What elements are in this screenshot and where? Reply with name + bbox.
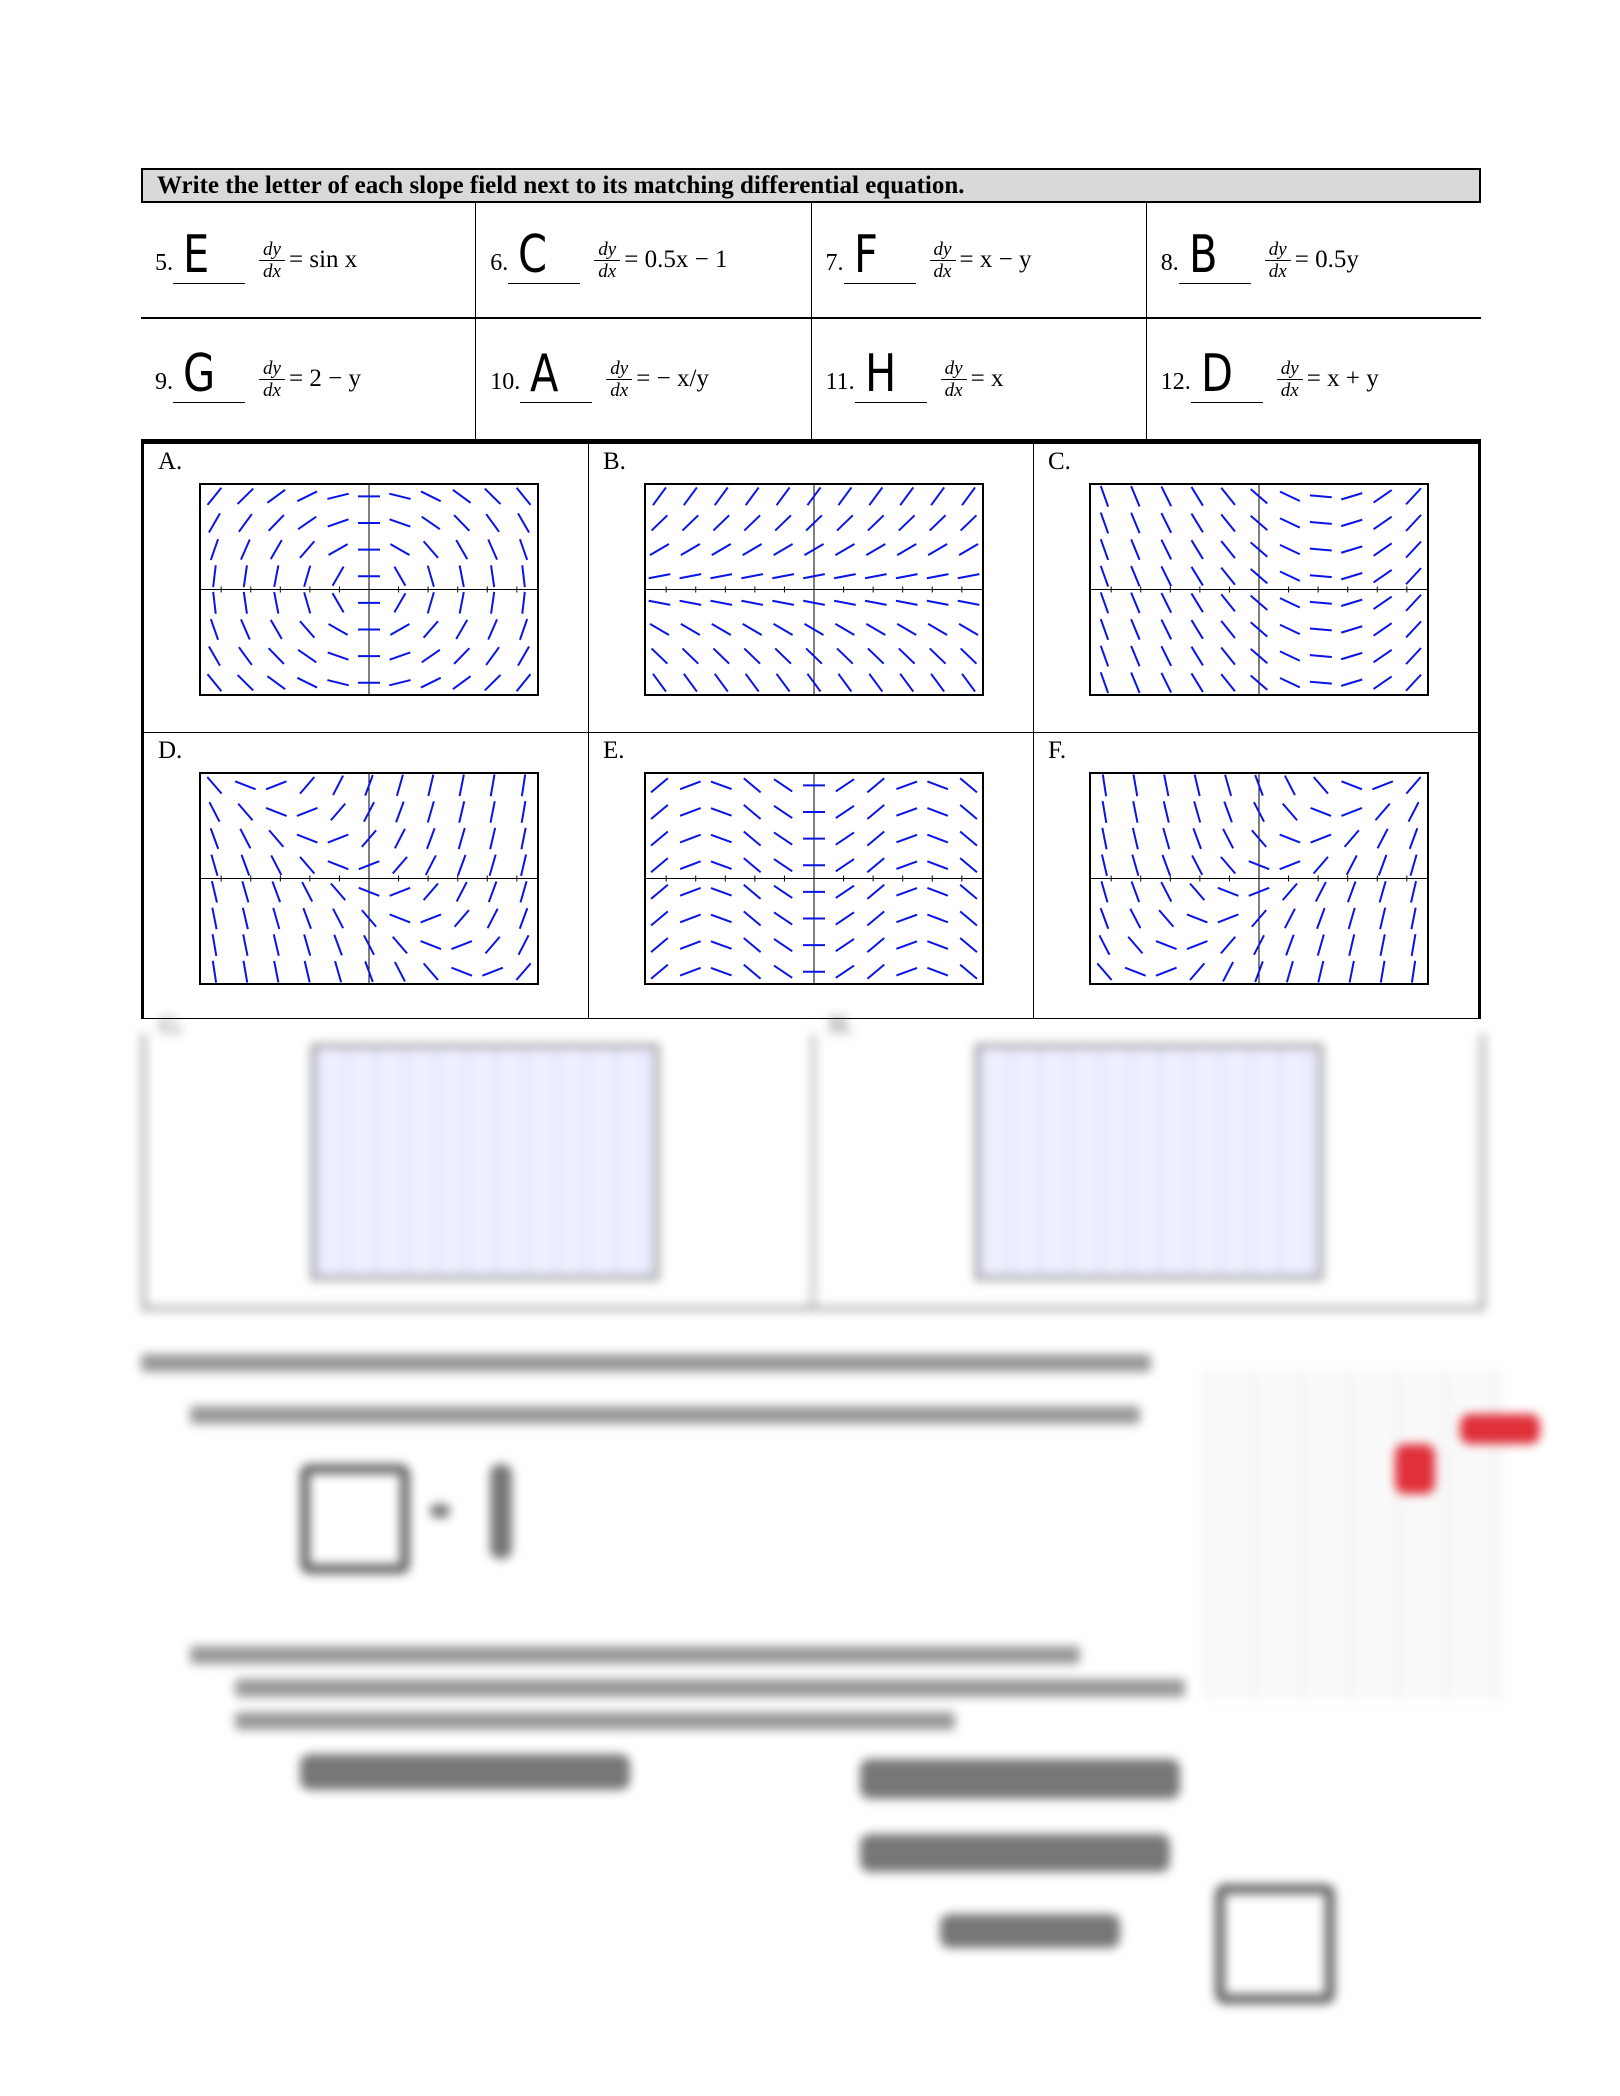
field-label: F. [1048, 737, 1067, 764]
dy: dy [263, 357, 281, 379]
slope-field-plot [1089, 772, 1429, 985]
slope-field-d [144, 733, 589, 1018]
worksheet [141, 168, 1481, 1019]
dx: dx [933, 260, 952, 282]
field-label: G. [160, 1012, 185, 1039]
answer-blank[interactable] [1179, 224, 1251, 285]
slope-field-plot [1089, 483, 1429, 696]
derivative-dy-dx [1277, 358, 1303, 401]
dx: dx [263, 379, 281, 401]
slope-field-f [1034, 733, 1478, 1018]
problem-7 [812, 203, 1147, 317]
handwritten-work [430, 1504, 450, 1518]
problem-12 [1147, 319, 1481, 439]
field-label: D. [158, 737, 183, 764]
slope-field-row-1 [144, 444, 1478, 733]
slope-field-row-2 [144, 733, 1478, 1019]
field-label: C. [1048, 448, 1071, 475]
handwritten-work [940, 1914, 1120, 1948]
dx: dx [610, 379, 629, 401]
problem-number: 7. [825, 249, 844, 276]
slope-field-c [1034, 444, 1478, 732]
slope-field-h [815, 1012, 1480, 1306]
red-point-mark [1395, 1444, 1435, 1494]
derivative-dy-dx [594, 239, 620, 282]
problem-number: 10. [490, 368, 521, 395]
problem-number: 8. [1160, 249, 1179, 276]
slope-field-b [589, 444, 1034, 732]
instructions-header: Write the letter of each slope field next to its matching differential equation. [141, 168, 1481, 203]
problem-11 [812, 319, 1147, 439]
problem-10 [476, 319, 811, 439]
field-label: E. [603, 737, 625, 764]
handwritten-work [300, 1754, 630, 1790]
problem-13a-text [190, 1406, 1140, 1424]
problem-number: 11. [825, 368, 855, 395]
handwritten-answer: D [1200, 343, 1233, 404]
problem-13-text [141, 1354, 1151, 1372]
derivative-dy-dx [259, 239, 285, 282]
slope-field-grid [141, 441, 1481, 1019]
field-label: B. [603, 448, 626, 475]
slope-field-plot [199, 483, 539, 696]
answer-blank[interactable] [855, 343, 927, 404]
slope-field-row-3 [141, 1012, 1485, 1311]
problem-8 [1147, 203, 1481, 317]
slope-field-plot [644, 483, 984, 696]
answer-blank[interactable] [173, 224, 245, 285]
slope-field-plot [644, 772, 984, 985]
handwritten-work [860, 1759, 1180, 1799]
equation-rhs: = x [970, 365, 1004, 392]
boxed-answer [1215, 1884, 1335, 2004]
dy: dy [1280, 357, 1299, 379]
equation-rhs: = 0.5x − 1 [624, 246, 728, 273]
dx: dx [598, 260, 617, 282]
equation-rhs: = x − y [959, 246, 1032, 273]
problem-number: 12. [1160, 368, 1191, 395]
handwritten-answer: F [853, 224, 878, 285]
handwritten-work [490, 1464, 512, 1559]
derivative-dy-dx [930, 239, 956, 282]
handwritten-answer: C [518, 224, 548, 285]
equation-rhs: = − x/y [636, 365, 709, 392]
equation-rhs: = sin x [289, 246, 358, 273]
problem-13b-text [190, 1646, 1080, 1664]
handwritten-answer: G [183, 343, 216, 404]
equation-row-1 [141, 203, 1481, 319]
problem-number: 9. [155, 368, 173, 395]
blurred-region [0, 1012, 1620, 2096]
derivative-dy-dx [1265, 239, 1291, 282]
field-label: A. [158, 448, 183, 475]
problem-13b-text [235, 1679, 1185, 1697]
slope-field-e [589, 733, 1034, 1018]
handwritten-answer: E [183, 224, 210, 285]
problem-number: 5. [155, 249, 173, 276]
problem-9 [141, 319, 476, 439]
dy: dy [263, 238, 281, 260]
slope-field-a [144, 444, 589, 732]
handwritten-answer: H [864, 343, 896, 404]
handwritten-work [860, 1834, 1170, 1872]
dx: dx [944, 379, 963, 401]
field-label: H. [829, 1012, 854, 1039]
derivative-dy-dx [259, 358, 285, 401]
equation-rhs: = 0.5y [1294, 246, 1359, 273]
answer-blank[interactable] [844, 224, 916, 285]
dx: dx [263, 260, 281, 282]
problem-number: 6. [490, 249, 509, 276]
problem-6 [476, 203, 811, 317]
slope-field-g-plot [311, 1044, 659, 1280]
dx: dx [1268, 260, 1287, 282]
equation-rhs: = 2 − y [289, 365, 361, 392]
answer-blank[interactable] [508, 224, 580, 285]
dy: dy [944, 357, 963, 379]
equation-rhs: = x + y [1306, 365, 1379, 392]
derivative-dy-dx [941, 358, 967, 401]
answer-blank[interactable] [1191, 343, 1263, 404]
slope-field-h-plot [975, 1044, 1323, 1280]
slope-field-g [146, 1012, 815, 1306]
answer-blank[interactable] [520, 343, 592, 404]
problem-13b-text [235, 1712, 955, 1730]
problem-5 [141, 203, 476, 317]
answer-blank[interactable] [173, 343, 245, 404]
red-annotation [1460, 1414, 1540, 1444]
slope-field-plot [199, 772, 539, 985]
dy: dy [598, 238, 617, 260]
dy: dy [933, 238, 952, 260]
handwritten-work [300, 1464, 410, 1574]
dx: dx [1280, 379, 1299, 401]
equation-row-2 [141, 319, 1481, 441]
dy: dy [1268, 238, 1287, 260]
handwritten-answer: A [530, 343, 559, 404]
dy: dy [610, 357, 629, 379]
derivative-dy-dx [606, 358, 632, 401]
handwritten-answer: B [1188, 224, 1218, 285]
